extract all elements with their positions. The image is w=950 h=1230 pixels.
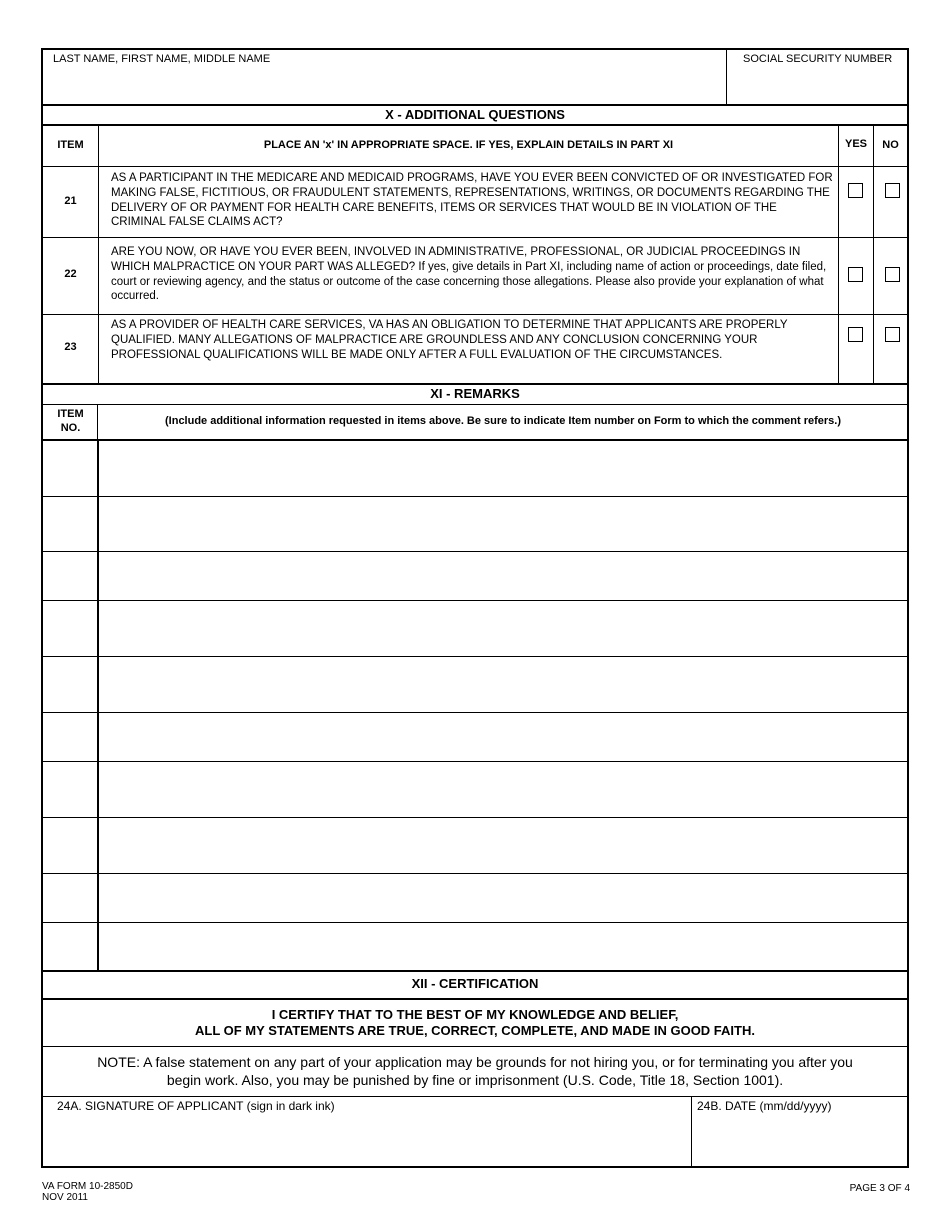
remarks-header-divider (97, 405, 98, 440)
question-item-number: 22 (64, 268, 77, 280)
section-xi-title: XI - REMARKS (430, 386, 520, 401)
section-xii-title-line (43, 998, 907, 1000)
remark-text-field[interactable] (99, 497, 906, 550)
remark-text-field[interactable] (99, 601, 906, 655)
remark-item-field[interactable] (43, 923, 96, 969)
col-no-header: NO (882, 139, 899, 151)
remarks-instruction: (Include additional information requested in items above. Be sure to indicate Item number on Form to which the comment refers.) (165, 415, 841, 427)
certification-line-2: ALL OF MY STATEMENTS ARE TRUE, CORRECT, COMPLETE, AND MADE IN GOOD FAITH. (195, 1023, 755, 1038)
section-x-title: X - ADDITIONAL QUESTIONS (385, 107, 565, 122)
col-instruction-header: PLACE AN 'x' IN APPROPRIATE SPACE. IF YES, EXPLAIN DETAILS IN PART XI (263, 139, 674, 151)
remarks-bottom-line (43, 970, 907, 972)
q21-no-checkbox[interactable] (885, 183, 900, 198)
remark-item-field[interactable] (43, 497, 96, 550)
remark-text-field[interactable] (99, 552, 906, 599)
row-line (43, 314, 907, 315)
col-no-divider (873, 126, 874, 383)
col-yes-header: YES (844, 138, 867, 150)
q23-no-checkbox[interactable] (885, 327, 900, 342)
q22-yes-checkbox[interactable] (848, 267, 863, 282)
section-xii-title: XII - CERTIFICATION (411, 976, 539, 991)
q22-no-checkbox[interactable] (885, 267, 900, 282)
name-field[interactable] (43, 66, 726, 104)
remark-text-field[interactable] (99, 713, 906, 760)
certification-line-1: I CERTIFY THAT TO THE BEST OF MY KNOWLEDGE AND BELIEF, (271, 1007, 679, 1022)
remark-text-field[interactable] (99, 874, 906, 921)
form-number: VA FORM 10-2850D (42, 1181, 133, 1192)
q23-yes-checkbox[interactable] (848, 327, 863, 342)
row-line (43, 237, 907, 238)
question-text: AS A PROVIDER OF HEALTH CARE SERVICES, VA HAS AN OBLIGATION TO DETERMINE THAT APPLICANTS ARE PROPERLY QUALIFIED. MANY ALLEGATIONS OF MALPRACTICE ARE GROUNDLESS AND ANY CONCLUSION CONCERNING YOUR PROFESSIONAL QUALIFICATIONS WILL BE MADE ONLY AFTER A FULL EVALUATION OF THE CIRCUMSTANCES. (111, 319, 788, 361)
remark-text-field[interactable] (99, 923, 906, 969)
ssn-label: SOCIAL SECURITY NUMBER (743, 53, 893, 65)
certification-statement (43, 1007, 907, 1039)
ssn-field[interactable] (727, 66, 907, 104)
page-number: PAGE 3 OF 4 (849, 1183, 910, 1194)
remark-text-field[interactable] (99, 762, 906, 816)
remarks-item-header-line2: NO. (60, 422, 81, 434)
remarks-item-header (43, 407, 98, 435)
remark-text-field[interactable] (99, 657, 906, 711)
question-text: ARE YOU NOW, OR HAVE YOU EVER BEEN, INVOLVED IN ADMINISTRATIVE, PROFESSIONAL, OR JUDICIAL PROCEEDINGS IN WHICH MALPRACTICE ON YOUR PART WAS ALLEGED? If yes, give details in Part XI, including name of action or proceedings, date filed, court or reviewing agency, and the status or outcome of the case concerning those allegations. Please also provide your explanation of what occurred. (111, 246, 827, 303)
remark-item-field[interactable] (43, 818, 96, 872)
date-label: 24B. DATE (mm/dd/yyyy) (697, 1099, 832, 1113)
remark-item-field[interactable] (43, 762, 96, 816)
col-item-divider (98, 126, 99, 383)
section-x-title-line (43, 124, 907, 126)
signature-field[interactable] (43, 1114, 690, 1166)
remarks-item-header-line1: ITEM (57, 408, 84, 420)
remark-text-field[interactable] (99, 441, 906, 495)
q21-yes-checkbox[interactable] (848, 183, 863, 198)
question-item-number: 23 (64, 341, 77, 353)
col-item-header: ITEM (57, 139, 84, 151)
certification-line (43, 1046, 907, 1047)
question-text: AS A PARTICIPANT IN THE MEDICARE AND MEDICAID PROGRAMS, HAVE YOU EVER BEEN CONVICTED OF OR INVESTIGATED FOR MAKING FALSE, FICTITIOUS, OR FRAUDULENT STATEMENTS, REPRESENTATIONS, WRITINGS, OR DOCUMENTS REGARDING THE DELIVERY OF OR PAYMENT FOR HEALTH CARE BENEFITS, ITEMS OR SERVICES THAT WOULD BE IN VIOLATION OF THE CRIMINAL FALSE CLAIMS ACT? (111, 172, 833, 229)
remark-item-field[interactable] (43, 552, 96, 599)
question-item-number: 21 (64, 195, 77, 207)
note-bottom-line (43, 1096, 907, 1097)
form-id (42, 1181, 133, 1203)
remark-item-field[interactable] (43, 713, 96, 760)
remark-text-field[interactable] (99, 818, 906, 872)
false-statement-note: NOTE: A false statement on any part of your application may be grounds for not hiring you, or for terminating you after you begin work. Also, you may be punished by fine or imprisonment (U.S. Code, Title 18, Section 1001). (97, 1054, 853, 1088)
row-line (43, 166, 907, 167)
col-yes-divider (838, 126, 839, 383)
section-xi-title-line (43, 404, 907, 405)
signature-label: 24A. SIGNATURE OF APPLICANT (sign in dark ink) (57, 1099, 335, 1113)
form-date: NOV 2011 (42, 1192, 88, 1203)
remark-item-field[interactable] (43, 874, 96, 921)
remark-item-field[interactable] (43, 601, 96, 655)
remark-item-field[interactable] (43, 657, 96, 711)
remark-item-field[interactable] (43, 441, 96, 495)
name-label: LAST NAME, FIRST NAME, MIDDLE NAME (53, 53, 271, 65)
date-field[interactable] (692, 1114, 906, 1166)
